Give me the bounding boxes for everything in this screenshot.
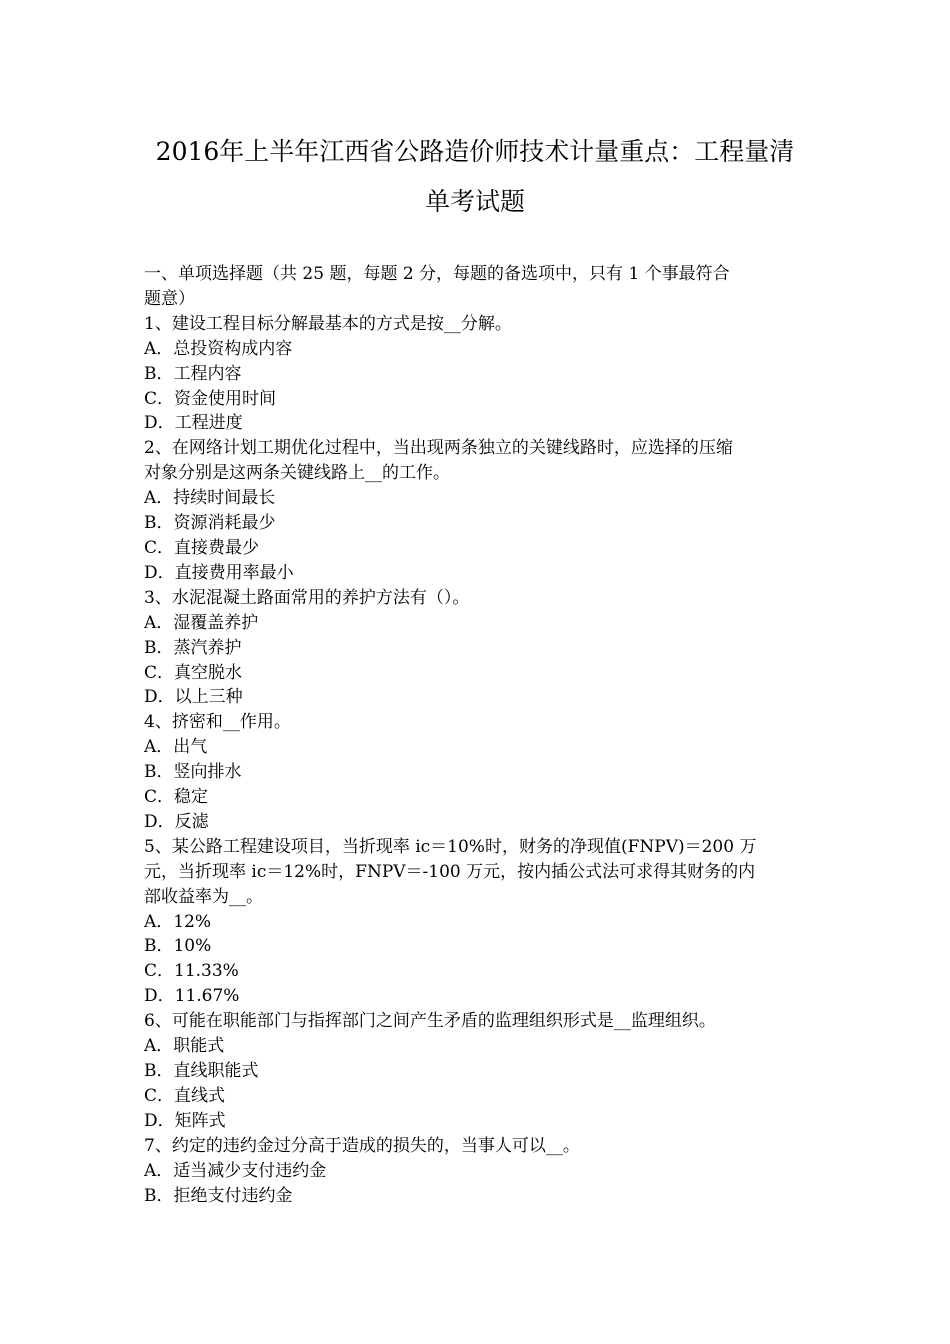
q6-option-d: D．矩阵式 bbox=[144, 1110, 226, 1131]
q5-option-a: A．12% bbox=[144, 911, 212, 932]
q1-option-b: B．工程内容 bbox=[144, 363, 242, 384]
q5-option-b: B．10% bbox=[144, 936, 212, 957]
q6-option-b: B．直线职能式 bbox=[144, 1061, 259, 1081]
question-5: 5、某公路工程建设项目，当折现率 ic＝10%时，财务的净现值(FNPV)＝200 万 bbox=[144, 836, 757, 857]
q4-option-c: C．稳定 bbox=[144, 787, 209, 808]
q6-option-a: A．职能式 bbox=[144, 1036, 225, 1057]
q7-option-a: A．适当减少支付违约金 bbox=[144, 1160, 327, 1181]
q2-option-d: D．直接费用率最小 bbox=[144, 562, 294, 583]
question-6: 6、可能在职能部门与指挥部门之间产生矛盾的监理组织形式是__监理组织。 bbox=[144, 1011, 716, 1032]
document-title-line-2: 单考试题 bbox=[424, 187, 525, 216]
q7-option-b: B．拒绝支付违约金 bbox=[144, 1185, 293, 1206]
question-1: 1、建设工程目标分解最基本的方式是按__分解。 bbox=[144, 313, 512, 334]
question-7: 7、约定的违约金过分高于造成的损失的，当事人可以__。 bbox=[144, 1135, 580, 1156]
question-5-cont-2: 部收益率为__。 bbox=[144, 886, 263, 907]
q5-option-d: D．11.67% bbox=[144, 986, 240, 1007]
question-2: 2、在网络计划工期优化过程中，当出现两条独立的关键线路时，应选择的压缩 bbox=[144, 438, 733, 459]
question-4: 4、挤密和__作用。 bbox=[144, 712, 291, 733]
section-heading: 一、单项选择题（共 25 题，每题 2 分，每题的备选项中，只有 1 个事最符合 bbox=[144, 264, 730, 284]
q4-option-b: B．竖向排水 bbox=[144, 762, 242, 783]
q3-option-d: D．以上三种 bbox=[144, 687, 243, 708]
q2-option-a: A．持续时间最长 bbox=[144, 488, 276, 509]
q1-option-c: C．资金使用时间 bbox=[144, 388, 277, 409]
question-2-cont: 对象分别是这两条关键线路上__的工作。 bbox=[144, 463, 450, 484]
q4-option-d: D．反滤 bbox=[144, 811, 209, 832]
q1-option-d: D．工程进度 bbox=[144, 413, 243, 434]
question-3: 3、水泥混凝土路面常用的养护方法有（）。 bbox=[144, 587, 470, 608]
question-5-cont-1: 元，当折现率 ic＝12%时，FNPV＝-100 万元，按内插公式法可求得其财务的内 bbox=[144, 861, 756, 882]
q2-option-b: B．资源消耗最少 bbox=[144, 513, 276, 534]
q3-option-a: A．湿覆盖养护 bbox=[144, 612, 259, 633]
document-title-line-1: 2016年上半年江西省公路造价师技术计量重点：工程量清 bbox=[155, 137, 795, 166]
q2-option-c: C．直接费最少 bbox=[144, 537, 260, 558]
document-body bbox=[144, 262, 810, 1208]
q1-option-a: A．总投资构成内容 bbox=[144, 338, 293, 359]
q6-option-c: C．直线式 bbox=[144, 1085, 226, 1106]
q4-option-a: A．出气 bbox=[144, 737, 208, 758]
q3-option-b: B．蒸汽养护 bbox=[144, 637, 242, 658]
q3-option-c: C．真空脱水 bbox=[144, 662, 243, 683]
q5-option-c: C．11.33% bbox=[144, 961, 239, 982]
section-heading-cont: 题意） bbox=[144, 288, 195, 309]
